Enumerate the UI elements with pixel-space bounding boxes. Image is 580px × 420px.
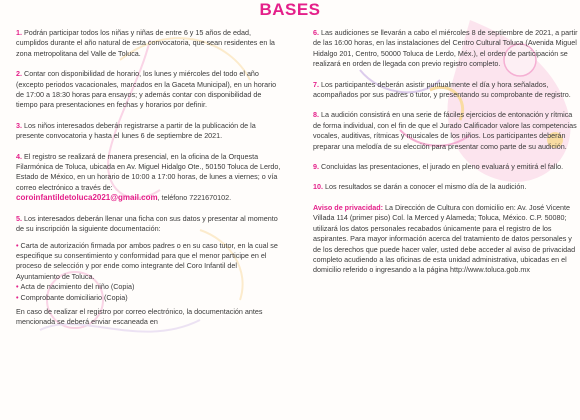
rule-number: 10. — [313, 182, 323, 192]
rule-1 — [16, 28, 282, 59]
rule-number: 2. — [16, 69, 22, 79]
rule-text: Concluidas las presentaciones, el jurado en pleno evaluará y emitirá el fallo. — [321, 162, 564, 172]
rule-number: 1. — [16, 28, 22, 37]
rule-text: Los niños interesados deberán registrarse a partir de la publicación de la presente convocatoria y hasta el lunes 6 de septiembre de 2021. — [16, 120, 256, 141]
rule-5-tail: En caso de realizar el registro por correo electrónico, la documentación antes mencionada se deberá enviar escaneada en — [16, 306, 263, 327]
left-column — [16, 28, 282, 338]
contact-phone: , teléfono 7221670102. — [157, 193, 232, 203]
page-title: BASES — [259, 0, 321, 19]
privacy-notice — [313, 203, 579, 276]
rule-text: Las audiciones se llevarán a cabo el miércoles 8 de septiembre de 2021, a partir de las 16:00 horas, en las instalaciones del Centro Cultural Toluca (Avenida Miguel Hidalgo 201, Centro, 50000 Toluca de Lerdo, Méx.), el orden de participación se realizará en orden de llegada con previo registro completo. — [313, 28, 578, 69]
rule-7 — [313, 80, 579, 101]
list-item-text: Carta de autorización firmada por ambos padres o en su caso tutor, en la cual se especifique su consentimiento y conformidad para que el menor participe en el proceso de selección y por ende como integrante del Coro Infantil del Ayuntamiento de Toluca. — [16, 240, 278, 281]
rule-number: 4. — [16, 151, 22, 161]
rule-text: Los resultados se darán a conocer el mismo día de la audición. — [325, 182, 527, 192]
documents-list — [16, 241, 282, 303]
rule-10 — [313, 182, 579, 192]
rule-9 — [313, 162, 579, 172]
bullet-icon: • — [16, 282, 19, 292]
rule-6 — [313, 28, 579, 70]
rule-5 — [16, 214, 282, 235]
privacy-label: Aviso de privacidad: — [313, 202, 384, 212]
list-item — [16, 293, 282, 303]
rule-number: 9. — [313, 162, 319, 172]
rule-text: La audición consistirá en una serie de fáciles ejercicios de entonación y rítmica de forma individual, con el fin de que el Jurado Calificador valore las competencias vocales, auditivas, rítmicas y musicales de los niños. Los participantes deberán preparar una melodía de su elección para presentar como parte de su audición. — [313, 110, 577, 151]
rule-4 — [16, 152, 282, 204]
privacy-text: La Dirección de Cultura con domicilio en: Av. José Vicente Villada 114 (primer piso) Col. la Merced y Alameda; Toluca, México. C.P. 50080; utilizará los datos personales recabados únicamente para el registro de los aspirantes. Para mayor información acerca del tratamiento de datos personales y de los derechos que puede hacer valer, usted debe acceder al aviso de privacidad completo acudiendo a las oficinas de esta unidad administrativa, ubicadas en el domicilio referido o ingresando a la página http://www.toluca.gob.mx — [313, 202, 576, 275]
rule-number: 3. — [16, 120, 22, 130]
bullet-icon: • — [16, 240, 19, 250]
list-item — [16, 282, 282, 292]
rule-number: 5. — [16, 213, 22, 223]
right-column — [313, 28, 579, 286]
rule-number: 8. — [313, 110, 319, 120]
rule-3 — [16, 121, 282, 142]
rule-8 — [313, 110, 579, 152]
rule-2 — [16, 69, 282, 111]
list-item-text: Acta de nacimiento del niño (Copia) — [20, 282, 135, 292]
contact-email-link[interactable]: coroinfantildetoluca2021@gmail.com — [16, 193, 158, 203]
rule-text: El registro se realizará de manera presencial, en la oficina de la Orquesta Filarmónica de Toluca, ubicada en Av. Miguel Hidalgo Ote., 50150 Toluca de Lerdo, Estado de México, en un horario de 10:00 a 17:00 horas, de lunes a viernes; o vía correo electrónico a través de: — [16, 151, 281, 192]
bullet-icon: • — [16, 292, 19, 302]
rule-number: 6. — [313, 28, 319, 37]
rule-text: Contar con disponibilidad de horario, los lunes y miércoles del todo el año (excepto periodos vacacionales, marcados en la Gaceta Municipal), en un horario de 17:00 a 18:30 horas para ensayos; y además contar con disponibilidad de tiempo para presentaciones en fechas y horarios por definir. — [16, 69, 277, 110]
list-item — [16, 241, 282, 283]
rule-text: Los participantes deberán asistir puntualmente el día y hora señalados, acompañados por sus padres o tutor, y presentando su comprobante de registro. — [313, 79, 571, 100]
rule-text: Los interesados deberán llenar una ficha con sus datos y presentar al momento de su inscripción la siguiente documentación: — [16, 213, 278, 234]
rule-number: 7. — [313, 79, 319, 89]
rule-text: Podrán participar todos los niñas y niñas de entre 6 y 15 años de edad, cumplidos durante el año natural de esta convocatoria, que sean residentes en la zona metropolitana del Valle de Toluca. — [16, 28, 275, 58]
list-item-text: Comprobante domiciliario (Copia) — [20, 292, 128, 302]
